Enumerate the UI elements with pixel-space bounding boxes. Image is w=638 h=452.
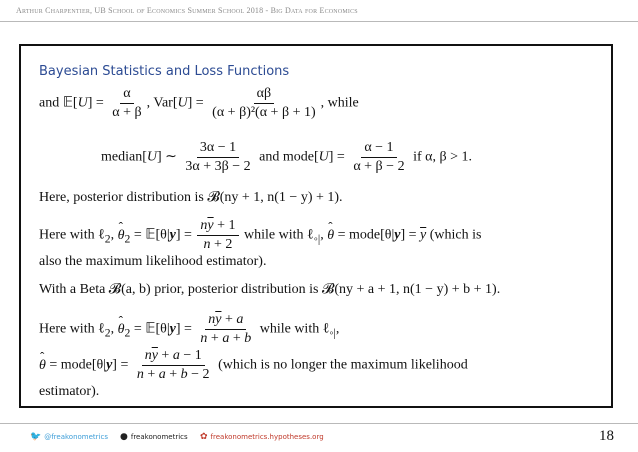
formula-line-median-mode: median[U] ∼ $\frac{3\alpha - 1}{3\alpha + 3\beta - 2}$ and mode[U] = $\frac{\alpha - 1}{\alpha + \beta - 2}$ if α, β > 1. [101, 140, 472, 174]
twitter-link[interactable]: 🐦 @freakonometrics [30, 432, 108, 442]
text-line-estimator: estimator). [39, 384, 100, 399]
blog-logo-icon: ✿ [200, 432, 208, 442]
footer-rule [0, 423, 638, 424]
github-octocat-icon: ● [120, 432, 128, 442]
running-header: Arthur Charpentier, UB School of Economics Summer School 2018 - Big Data for Economics [16, 6, 358, 15]
text-line-loss-l2: Here with ℓ$_2$, ˆ $\theta_2$ = 𝔼[θ|y] = $\frac{n\overline{y} + 1}{n + 2}$ while with ℓ$_{◦|}$, ˆ θ = mode[θ|y] = $\overline{y}$ (which is [39, 218, 481, 253]
text-line-posterior: Here, posterior distribution is 𝓑(ny + 1, n(1 − y) + 1). [39, 190, 343, 205]
github-link[interactable]: ● freakonometrics [120, 432, 188, 442]
blog-link[interactable]: ✿ freakonometrics.hypotheses.org [200, 432, 324, 442]
text-line-mle: also the maximum likelihood estimator). [39, 254, 267, 269]
slide-title: Bayesian Statistics and Loss Functions [39, 64, 290, 79]
footer [0, 428, 638, 448]
header-rule [0, 21, 638, 22]
slide-card [19, 44, 613, 408]
page-number: 18 [599, 428, 614, 444]
text-line-beta-prior: With a Beta 𝓑(a, b) prior, posterior distribution is 𝓑(ny + a + 1, n(1 − y) + b + 1). [39, 282, 501, 297]
text-line-mode-beta: ˆ θ = mode[θ|y] = $\frac{n\overline{y} + a - 1}{n + a + b - 2}$ (which is no longer the maximum likelihood [39, 348, 468, 383]
formula-line-expectation: and 𝔼[U] = $\frac{\alpha}{\alpha + \beta}$ , Var[U] = $\frac{\alpha\beta}{\text{(α + β)²(α + β + 1)}}$ , while [39, 86, 359, 120]
text-line-loss-l2-beta: Here with ℓ$_2$, ˆ $\theta_2$ = 𝔼[θ|y] = $\frac{n\overline{y} + a}{n + a + b}$ while with ℓ$_{◦|}$, [39, 312, 339, 347]
twitter-bird-icon: 🐦 [30, 432, 42, 442]
